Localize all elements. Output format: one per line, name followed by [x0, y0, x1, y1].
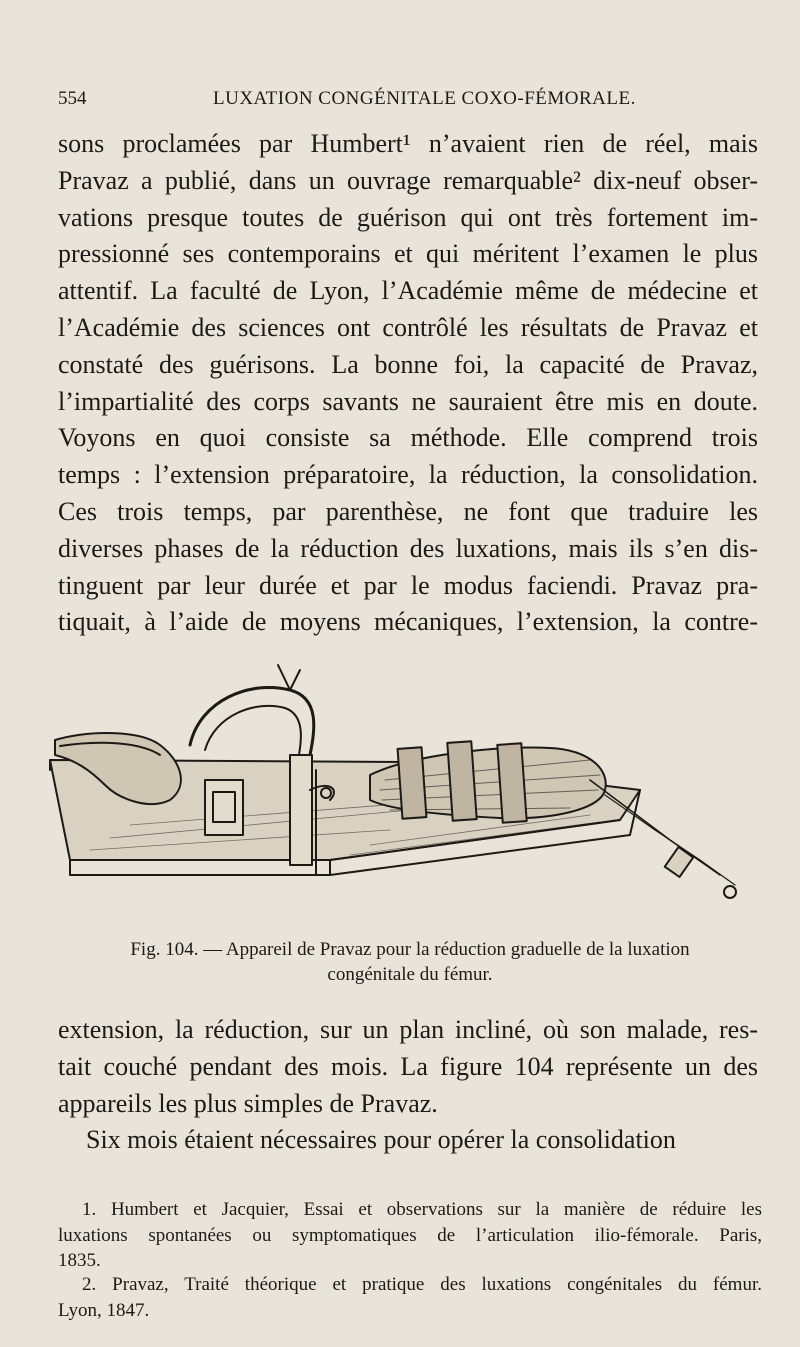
- text-line: attentif. La faculté de Lyon, l’Académie même de médecine et: [58, 276, 758, 306]
- text-line: Voyons en quoi consiste sa méthode. Elle comprend trois: [58, 423, 758, 453]
- left-post: [205, 780, 243, 835]
- text-line: constaté des guérisons. La bonne foi, la capacité de Pravaz,: [58, 349, 758, 379]
- text-line: tiquait, à l’aide de moyens mécaniques, l’extension, la contre-: [58, 607, 758, 637]
- footnote-line: luxations spontanées ou symptomatiques de l’articulation ilio-fémorale. Paris,: [58, 1224, 762, 1246]
- caption-line: Fig. 104. — Appareil de Pravaz pour la réduction graduelle de la luxation: [130, 939, 690, 960]
- footnote-line: 1835.: [58, 1250, 101, 1271]
- text-line: l’Académie des sciences ont contrôlé les résultats de Pravaz et: [58, 312, 758, 342]
- figure-caption: [60, 937, 760, 987]
- frame-arch: [190, 687, 314, 755]
- footnote-line: 2. Pravaz, Traité théorique et pratique des luxations congénitales du fémur.: [82, 1274, 762, 1295]
- leg-strap-1: [398, 747, 427, 819]
- footnote-1: [58, 1197, 762, 1274]
- pulley-block: [665, 847, 694, 877]
- text-line: appareils les plus simples de Pravaz.: [58, 1088, 438, 1118]
- running-header: [58, 88, 758, 118]
- leg-strap-2: [447, 741, 476, 820]
- footnote-line: 1. Humbert et Jacquier, Essai et observations sur la manière de réduire les: [82, 1199, 762, 1220]
- figure-pravaz-apparatus: [30, 660, 770, 930]
- text-line: temps : l’extension préparatoire, la réduction, la consolidation.: [58, 460, 758, 490]
- running-title: LUXATION CONGÉNITALE COXO-FÉMORALE.: [213, 88, 636, 109]
- page-number: 554: [58, 88, 87, 109]
- leg-strap-3: [497, 743, 526, 822]
- text-line: diverses phases de la réduction des luxations, mais ils s’en dis-: [58, 533, 758, 563]
- footnote-2: [58, 1272, 762, 1323]
- text-line: Ces trois temps, par parenthèse, ne font que traduire les: [58, 496, 758, 526]
- caption-line: congénitale du fémur.: [327, 964, 493, 985]
- text-line: tinguent par leur durée et par le modus faciendi. Pravaz pra-: [58, 570, 758, 600]
- text-line: Six mois étaient nécessaires pour opérer la consolidation: [86, 1125, 676, 1155]
- text-line: extension, la réduction, sur un plan incliné, où son malade, res-: [58, 1015, 758, 1044]
- text-line: tait couché pendant des mois. La figure 104 représente un des: [58, 1051, 758, 1081]
- paragraph-1: [58, 126, 758, 641]
- text-line: pressionné ses contemporains et qui méritent l’examen le plus: [58, 239, 758, 269]
- text-line: vations presque toutes de guérison qui ont très fortement im-: [58, 202, 758, 232]
- text-line: sons proclamées par Humbert¹ n’avaient rien de réel, mais: [58, 129, 758, 158]
- text-line: l’impartialité des corps savants ne sauraient être mis en doute.: [58, 386, 758, 416]
- footnote-line: Lyon, 1847.: [58, 1299, 150, 1321]
- center-post: [290, 755, 312, 865]
- text-line: Pravaz a publié, dans un ouvrage remarquable² dix-neuf obser-: [58, 165, 758, 195]
- paragraph-2: [58, 1012, 758, 1159]
